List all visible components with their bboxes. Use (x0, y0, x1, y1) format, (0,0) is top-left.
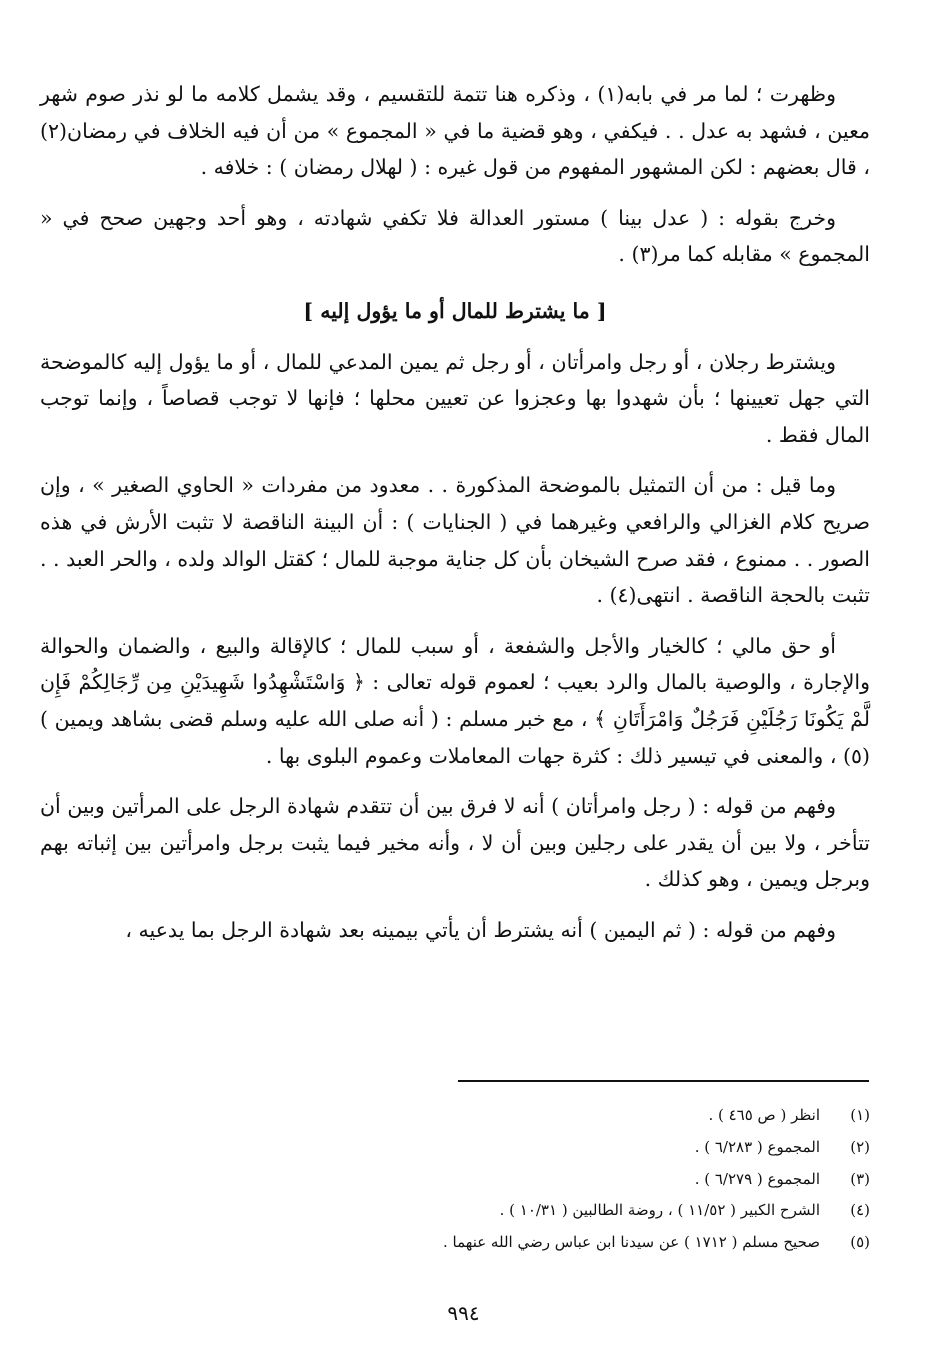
footnote-number: (٥) (850, 1233, 870, 1252)
footnote-number: (٢) (850, 1137, 870, 1156)
main-text (40, 76, 870, 962)
paragraph: وظهرت ؛ لما مر في بابه(١) ، وذكره هنا تتمة للتقسيم ، وقد يشمل كلامه ما لو نذر صوم شهر معين ، فشهد به عدل . . فيكفي ، وهو قضية ما في « المجموع » من أن فيه الخلاف في رمضان(٢) ، قال بعضهم : لكن المشهور المفهوم من قول غيره : ( لهلال رمضان ) : خلافه . (40, 82, 870, 180)
footnote-text: المجموع ( ٦/٢٧٩ ) . (694, 1169, 820, 1188)
section-heading: [ ما يشترط للمال أو ما يؤول إليه ] (303, 298, 607, 323)
paragraph: وفهم من قوله : ( ثم اليمين ) أنه يشترط أن يأتي بيمينه بعد شهادة الرجل بما يدعيه ، (125, 917, 836, 942)
footnote (200, 1100, 870, 1132)
footnote (200, 1164, 870, 1196)
footnote (200, 1195, 870, 1227)
page-number: ٩٩٤ (447, 1301, 480, 1325)
paragraph: أو حق مالي ؛ كالخيار والأجل والشفعة ، أو سبب للمال ؛ كالإقالة والبيع ، والضمان والحوالة والإجارة ، والوصية بالمال والرد بعيب ؛ لعموم قوله تعالى : ﴿ وَاسْتَشْهِدُوا شَهِيدَيْنِ مِن رِّجَالِكُمْ فَإِن لَّمْ يَكُونَا رَجُلَيْنِ فَرَجُلٌ وَامْرَأَتَانِ ﴾ ، مع خبر مسلم : ( أنه صلى الله عليه وسلم قضى بشاهد ويمين )(٥) ، والمعنى في تيسير ذلك : كثرة جهات المعاملات وعموم البلوى بها . (40, 633, 870, 768)
paragraph: ويشترط رجلان ، أو رجل وامرأتان ، أو رجل ثم يمين المدعي للمال ، أو ما يؤول إليه كالموضحة التي جهل تعيينها ؛ بأن شهدوا بها وعجزوا عن تعيين محلها ؛ فإنها لا توجب قصاصاً ، وإنما توجب المال فقط . (40, 349, 870, 447)
footnote-number: (٣) (850, 1169, 870, 1188)
footnote-text: المجموع ( ٦/٢٨٣ ) . (694, 1137, 820, 1156)
footnote-number: (٤) (850, 1201, 870, 1220)
paragraph: وما قيل : من أن التمثيل بالموضحة المذكورة . . معدود من مفردات « الحاوي الصغير » ، وإن صريح كلام الغزالي والرافعي وغيرهما في ( الجنايات ) : أن البينة الناقصة لا تثبت الأرش في هذه الصور . . ممنوع ، فقد صرح الشيخان بأن كل جناية موجبة للمال ؛ كقتل الوالد ولده ، والحر العبد . . تثبت بالحجة الناقصة . انتهى(٤) . (40, 473, 870, 608)
footnote (200, 1132, 870, 1164)
footnote-separator (458, 1080, 869, 1082)
footnote-text: صحيح مسلم ( ١٧١٢ ) عن سيدنا ابن عباس رضي الله عنهما . (443, 1233, 820, 1252)
paragraph: وخرج بقوله : ( عدل بينا ) مستور العدالة فلا تكفي شهادته ، وهو أحد وجهين صحح في « المجموع » مقابله كما مر(٣) . (40, 205, 870, 267)
paragraph: وفهم من قوله : ( رجل وامرأتان ) أنه لا فرق بين أن تتقدم شهادة الرجل على المرأتين وبين أن تتأخر ، ولا بين أن يقدر على رجلين وبين أن لا ، وأنه مخير فيما يثبت برجل وامرأتين بين إثباته بهم وبرجل ويمين ، وهو كذلك . (40, 794, 870, 892)
footnotes (200, 1100, 870, 1259)
footnote-text: انظر ( ص ٤٦٥ ) . (708, 1106, 820, 1124)
footnote-text: الشرح الكبير ( ١١/٥٢ ) ، روضة الطالبين ( ١٠/٣١ ) . (499, 1201, 820, 1220)
footnote (200, 1227, 870, 1259)
footnote-number: (١) (850, 1106, 870, 1124)
